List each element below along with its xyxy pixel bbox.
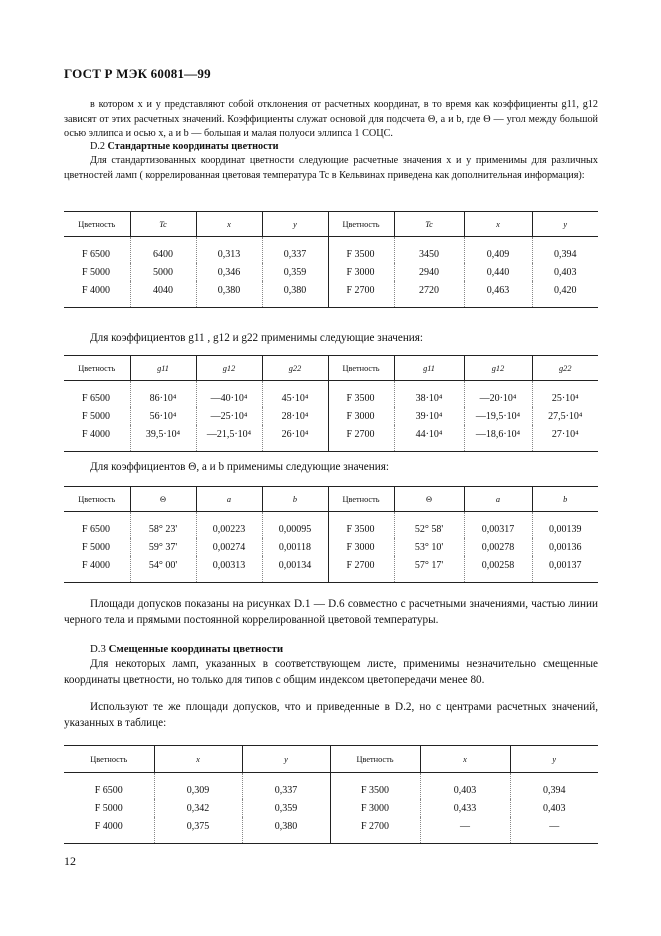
table-cell: F 3000 bbox=[330, 799, 420, 817]
table-cell: F 3000 bbox=[328, 538, 394, 556]
col-header: Tc bbox=[130, 212, 196, 237]
table-cell: 0,313 bbox=[196, 237, 262, 264]
table-cell: 27,5·10⁴ bbox=[548, 410, 583, 422]
col-header: a bbox=[464, 487, 532, 512]
section-d2-number: D.2 bbox=[90, 141, 105, 152]
table-cell: 59° 37' bbox=[130, 538, 196, 556]
table-row bbox=[64, 817, 598, 844]
table-header-row bbox=[64, 212, 598, 237]
page-number: 12 bbox=[64, 854, 76, 868]
table-row bbox=[64, 281, 598, 308]
g-coefficients-table bbox=[64, 355, 598, 452]
col-header: x bbox=[420, 746, 510, 773]
table-cell: —40·10⁴ bbox=[196, 381, 262, 408]
col-header: Цветность bbox=[328, 487, 394, 512]
table-cell: F 6500 bbox=[64, 381, 130, 408]
col-header: Цветность bbox=[64, 356, 130, 381]
table-row bbox=[64, 425, 598, 452]
table-cell: 0,394 bbox=[554, 248, 577, 260]
col-header: x bbox=[154, 746, 242, 773]
section-d3-text1: Для некоторых ламп, указанных в соответствующем листе, применимы незначительно смещенные координаты цветности, но только для типов с общим индексом цветопередачи менее 80. bbox=[64, 658, 598, 686]
table-cell: 0,403 bbox=[554, 266, 577, 278]
table-cell: 57° 17' bbox=[394, 556, 464, 583]
table-cell: 4040 bbox=[130, 281, 196, 308]
section-d2-title: Стандартные координаты цветности bbox=[107, 141, 279, 152]
table2-body bbox=[64, 381, 598, 452]
col-header: g11 bbox=[130, 356, 196, 381]
table-cell: F 2700 bbox=[330, 817, 420, 844]
table-cell: 58° 23' bbox=[130, 512, 196, 539]
table-cell: 0,440 bbox=[464, 263, 532, 281]
shifted-chromaticity-table bbox=[64, 745, 598, 844]
table-cell: 27·10⁴ bbox=[551, 428, 579, 440]
table-cell: —25·10⁴ bbox=[196, 407, 262, 425]
section-d2-text: Для стандартизованных координат цветности следующие расчетные значения x и y применимы для различных цветностей ламп ( коррелированная цветовая температура Tc в Кельвинах приведена как дополнительная информация): bbox=[64, 155, 598, 181]
col-header: b bbox=[262, 487, 328, 512]
table-row bbox=[64, 263, 598, 281]
col-header: Цветность bbox=[328, 356, 394, 381]
table-cell: F 3500 bbox=[328, 512, 394, 539]
table-cell: F 4000 bbox=[64, 281, 130, 308]
table-cell: 44·10⁴ bbox=[394, 425, 464, 452]
table-cell: 0,380 bbox=[262, 281, 328, 308]
table-cell: 39·10⁴ bbox=[394, 407, 464, 425]
col-header: g12 bbox=[196, 356, 262, 381]
table-cell: 0,337 bbox=[262, 237, 328, 264]
table-cell: F 3500 bbox=[330, 773, 420, 800]
table-row bbox=[64, 512, 598, 539]
table-cell: F 5000 bbox=[64, 263, 130, 281]
col-header: Цветность bbox=[64, 746, 154, 773]
table-cell: 0,380 bbox=[242, 817, 330, 844]
table-cell: 5000 bbox=[130, 263, 196, 281]
table-cell: F 4000 bbox=[64, 556, 130, 583]
table-cell: 0,403 bbox=[543, 802, 566, 814]
col-header: y bbox=[242, 746, 330, 773]
table-cell: 56·10⁴ bbox=[130, 407, 196, 425]
section-d2-heading bbox=[90, 140, 278, 154]
table-cell: 28·10⁴ bbox=[262, 407, 328, 425]
document-header: ГОСТ Р МЭК 60081—99 bbox=[64, 66, 211, 81]
table-cell: 0,00139 bbox=[549, 523, 582, 535]
table-cell: 0,00137 bbox=[549, 559, 582, 571]
section-d3-title: Смещенные координаты цветности bbox=[108, 643, 284, 655]
table-cell: 0,463 bbox=[464, 281, 532, 308]
table-cell: F 6500 bbox=[64, 773, 154, 800]
tolerance-paragraph: Площади допусков показаны на рисунках D.1 — D.6 совместно с расчетными значениями, частью линии черного тела и прямыми постоянной коррелированной цветовой температуры. bbox=[64, 598, 598, 626]
table-cell: 53° 10' bbox=[394, 538, 464, 556]
table-cell: 0,346 bbox=[196, 263, 262, 281]
col-header: g22 bbox=[262, 356, 328, 381]
table-cell: —19,5·10⁴ bbox=[464, 407, 532, 425]
table-cell: 39,5·10⁴ bbox=[130, 425, 196, 452]
col-header: Tc bbox=[394, 212, 464, 237]
table-cell: 0,359 bbox=[262, 263, 328, 281]
table-header-row bbox=[64, 356, 598, 381]
table-row bbox=[64, 538, 598, 556]
intro-paragraph bbox=[64, 98, 598, 142]
table-cell: 0,420 bbox=[554, 284, 577, 296]
table-row bbox=[64, 237, 598, 264]
col-header: a bbox=[196, 487, 262, 512]
caption-g-coefficients: Для коэффициентов g11 , g12 и g22 применимы следующие значения: bbox=[90, 332, 424, 344]
table-cell: 2720 bbox=[394, 281, 464, 308]
table-header-row bbox=[64, 487, 598, 512]
col-header: Цветность bbox=[64, 487, 130, 512]
table-cell: 0,00278 bbox=[464, 538, 532, 556]
section-d3-heading bbox=[90, 642, 283, 656]
table-cell: 0,00223 bbox=[196, 512, 262, 539]
table-cell: 38·10⁴ bbox=[394, 381, 464, 408]
table1-body bbox=[64, 237, 598, 308]
table-cell: 0,403 bbox=[420, 773, 510, 800]
caption-theta-coefficients: Для коэффициентов Θ, a и b применимы следующие значения: bbox=[90, 461, 389, 473]
table-cell: —20·10⁴ bbox=[464, 381, 532, 408]
table-header-row bbox=[64, 746, 598, 773]
table-cell: F 5000 bbox=[64, 538, 130, 556]
table4-body bbox=[64, 773, 598, 844]
table-cell: F 2700 bbox=[328, 281, 394, 308]
table-cell: — bbox=[420, 817, 510, 844]
table-cell: F 5000 bbox=[64, 799, 154, 817]
table-cell: F 6500 bbox=[64, 237, 130, 264]
col-header: Θ bbox=[130, 487, 196, 512]
table-cell: 2940 bbox=[394, 263, 464, 281]
table-cell: F 4000 bbox=[64, 425, 130, 452]
table-cell: F 2700 bbox=[328, 556, 394, 583]
table3-body bbox=[64, 512, 598, 583]
col-header: x bbox=[196, 212, 262, 237]
table-cell: 0,409 bbox=[464, 237, 532, 264]
col-header: g22 bbox=[532, 356, 598, 381]
table-cell: 26·10⁴ bbox=[262, 425, 328, 452]
table-cell: F 3000 bbox=[328, 263, 394, 281]
table-cell: 0,00118 bbox=[262, 538, 328, 556]
table-cell: —21,5·10⁴ bbox=[196, 425, 262, 452]
table-cell: 0,342 bbox=[154, 799, 242, 817]
col-header: g11 bbox=[394, 356, 464, 381]
table-row bbox=[64, 556, 598, 583]
table-cell: 0,380 bbox=[196, 281, 262, 308]
col-header: y bbox=[262, 212, 328, 237]
table-cell: F 2700 bbox=[328, 425, 394, 452]
table-cell: 0,394 bbox=[543, 784, 566, 796]
intro-text: в котором x и y представляют собой отклонения от расчетных координат, в то время как коэффициенты g11, g12 зависят от этих расчетных значений. Коэффициенты служат основой для подсчета Θ, a и b, где Θ — угол между большой осью эллипса и осью x, a и b — большая и малая полуоси эллипса 1 СОЦС. bbox=[64, 99, 598, 139]
table-cell: 0,359 bbox=[242, 799, 330, 817]
col-header: g12 bbox=[464, 356, 532, 381]
table-cell: 3450 bbox=[394, 237, 464, 264]
table-cell: F 3000 bbox=[328, 407, 394, 425]
chromaticity-table bbox=[64, 211, 598, 308]
table-cell: — bbox=[549, 820, 560, 832]
table-cell: 25·10⁴ bbox=[551, 392, 579, 404]
table-cell: 0,337 bbox=[242, 773, 330, 800]
table-cell: —18,6·10⁴ bbox=[464, 425, 532, 452]
table-row bbox=[64, 773, 598, 800]
col-header: y bbox=[510, 746, 598, 773]
col-header: Цветность bbox=[64, 212, 130, 237]
table-cell: F 3500 bbox=[328, 381, 394, 408]
table-cell: 52° 58' bbox=[394, 512, 464, 539]
table-cell: 54° 00' bbox=[130, 556, 196, 583]
table-cell: 0,309 bbox=[154, 773, 242, 800]
section-d3-text2: Используют те же площади допусков, что и приведенные в D.2, но с центрами расчетных значений, указанных в таблице: bbox=[64, 701, 598, 729]
col-header: Θ bbox=[394, 487, 464, 512]
col-header: y bbox=[532, 212, 598, 237]
table-cell: F 4000 bbox=[64, 817, 154, 844]
table-cell: 0,433 bbox=[420, 799, 510, 817]
section-d3-number: D.3 bbox=[90, 643, 106, 655]
col-header: Цветность bbox=[330, 746, 420, 773]
table-row bbox=[64, 407, 598, 425]
col-header: b bbox=[532, 487, 598, 512]
table-row bbox=[64, 381, 598, 408]
col-header: Цветность bbox=[328, 212, 394, 237]
ellipse-parameters-table bbox=[64, 486, 598, 583]
table-cell: 0,00258 bbox=[464, 556, 532, 583]
table-cell: 0,00313 bbox=[196, 556, 262, 583]
table-cell: 86·10⁴ bbox=[130, 381, 196, 408]
table-cell: 0,00134 bbox=[262, 556, 328, 583]
table-row bbox=[64, 799, 598, 817]
table-cell: 0,00274 bbox=[196, 538, 262, 556]
table-cell: 0,375 bbox=[154, 817, 242, 844]
table-cell: 6400 bbox=[130, 237, 196, 264]
table-cell: F 3500 bbox=[328, 237, 394, 264]
col-header: x bbox=[464, 212, 532, 237]
table-cell: 0,00136 bbox=[549, 541, 582, 553]
table-cell: 0,00317 bbox=[464, 512, 532, 539]
table-cell: F 6500 bbox=[64, 512, 130, 539]
table-cell: 45·10⁴ bbox=[262, 381, 328, 408]
table-cell: F 5000 bbox=[64, 407, 130, 425]
table-cell: 0,00095 bbox=[262, 512, 328, 539]
